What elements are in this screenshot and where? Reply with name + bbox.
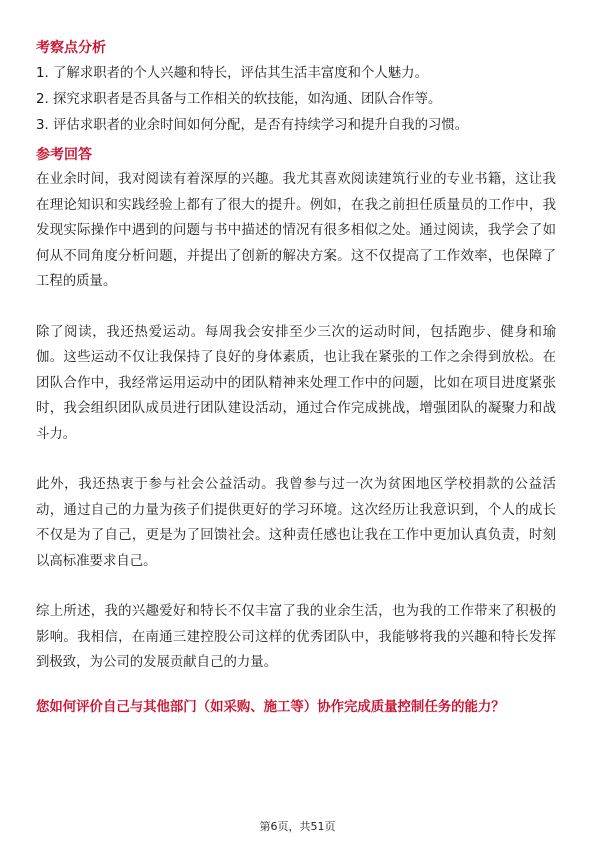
analysis-point-2: 2. 探究求职者是否具备与工作相关的软技能，如沟通、团队合作等。	[36, 92, 442, 107]
document-page	[36, 38, 556, 718]
next-question: 您如何评价自己与其他部门（如采购、施工等）协作完成质量控制任务的能力？	[36, 699, 505, 715]
analysis-point-3: 3. 评估求职者的业余时间如何分配，是否有持续学习和提升自我的习惯。	[36, 118, 469, 133]
page-number: 第6页，共51页	[259, 820, 336, 833]
answer-paragraph-4: 综上所述，我的兴趣爱好和特长不仅丰富了我的业余生活，也为我的工作带来了积极的影响。我相信，在南通三建控股公司这样的优秀团队中，我能够将我的兴趣和特长发挥到极致，为公司的发展贡献自己的力量。	[36, 604, 556, 670]
analysis-point-1: 1. 了解求职者的个人兴趣和特长，评估其生活丰富度和个人魅力。	[36, 66, 428, 81]
answer-paragraph-1: 在业余时间，我对阅读有着深厚的兴趣。我尤其喜欢阅读建筑行业的专业书籍，这让我在理论知识和实践经验上都有了很大的提升。例如，在我之前担任质量员的工作中，我发现实际操作中遇到的问题与书中描述的情况有很多相似之处。通过阅读，我学会了如何从不同角度分析问题，并提出了创新的解决方案。这不仅提高了工作效率，也保障了工程的质量。	[36, 172, 556, 289]
answer-heading: 参考回答	[36, 147, 92, 163]
answer-paragraph-3: 此外，我还热衷于参与社会公益活动。我曾参与过一次为贫困地区学校捐款的公益活动，通过自己的力量为孩子们提供更好的学习环境。这次经历让我意识到，个人的成长不仅是为了自己，更是为了回馈社会。这种责任感也让我在工作中更加认真负责，时刻以高标准要求自己。	[36, 477, 556, 569]
answer-paragraph-2: 除了阅读，我还热爱运动。每周我会安排至少三次的运动时间，包括跑步、健身和瑜伽。这些运动不仅让我保持了良好的身体素质，也让我在紧张的工作之余得到放松。在团队合作中，我经常运用运动中的团队精神来处理工作中的问题，比如在项目进度紧张时，我会组织团队成员进行团队建设活动，通过合作完成挑战，增强团队的凝聚力和战斗力。	[36, 324, 556, 442]
analysis-heading: 考察点分析	[36, 40, 106, 56]
